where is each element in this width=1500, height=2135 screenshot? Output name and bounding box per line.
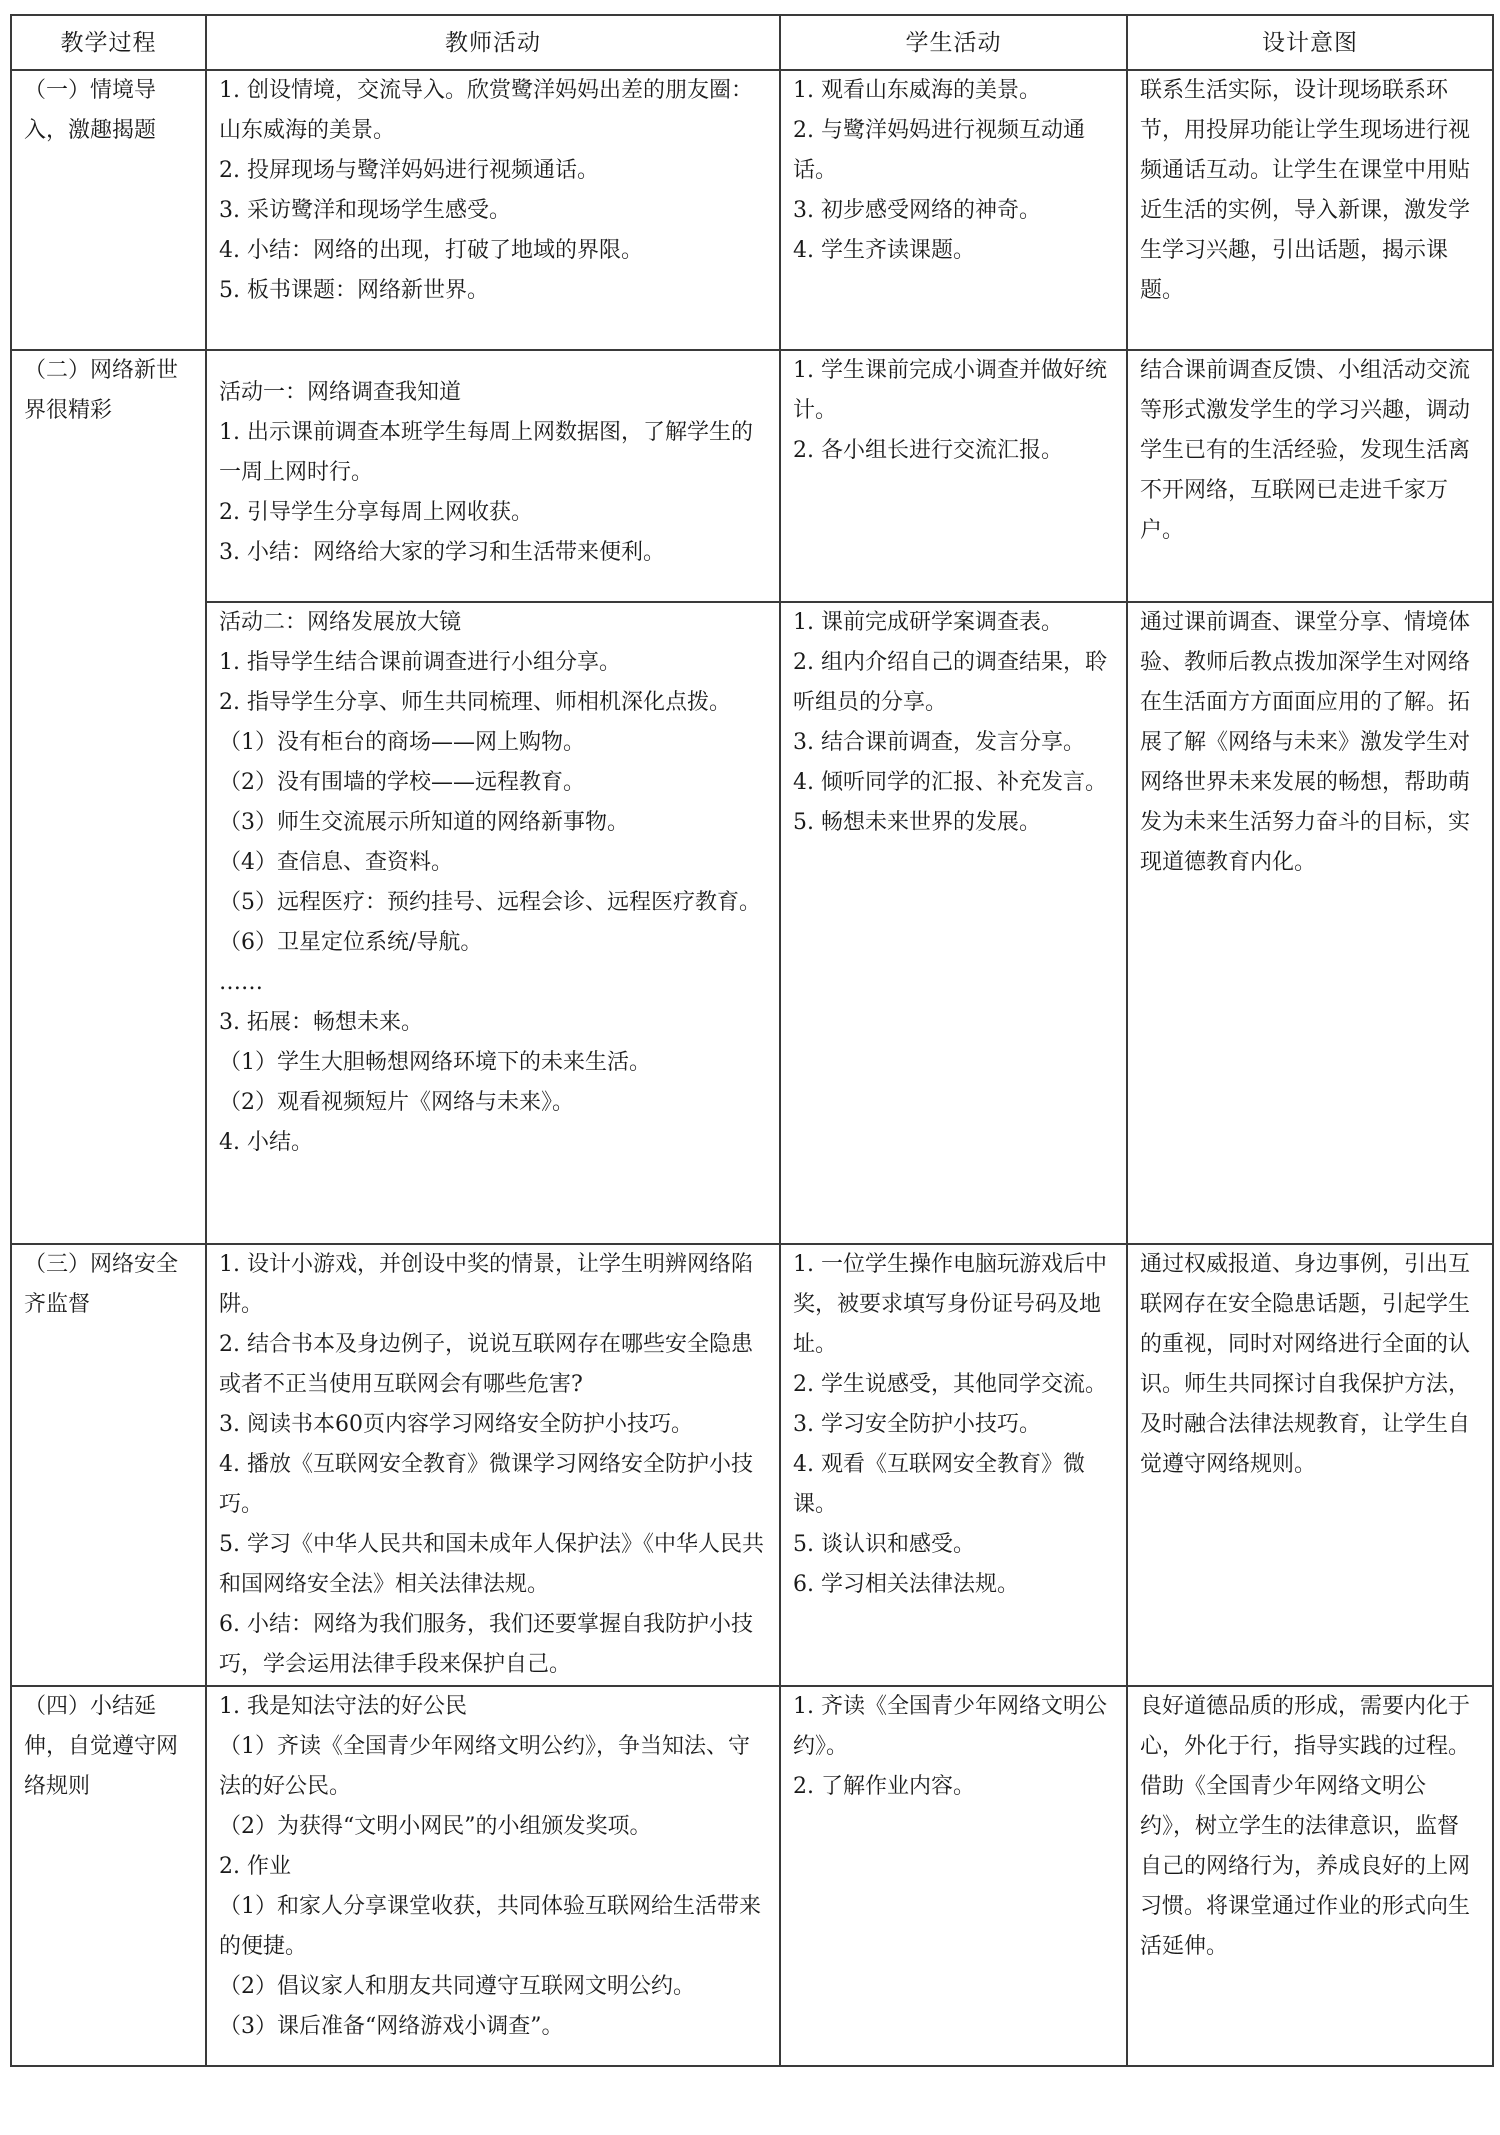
- list-item: （2）观看视频短片《网络与未来》。: [219, 1090, 574, 1115]
- list-item: 3. 学习安全防护小技巧。: [793, 1412, 1041, 1437]
- list-item: 活动二：网络发展放大镜: [219, 610, 462, 635]
- stage2b-design: 通过课前调查、课堂分享、情境体验、教师后教点拨加深学生对网络在生活面方方面面应用的了解。拓展了解《网络与未来》激发学生对网络世界未来发展的畅想，帮助萌发为未来生活努力奋斗的目标，实现道德教育内化。: [1127, 602, 1493, 1244]
- stage2a-row: [11, 350, 1493, 602]
- stage3-design: 通过权威报道、身边事例，引出互联网存在安全隐患话题，引起学生的重视，同时对网络进行全面的认识。师生共同探讨自我保护方法，及时融合法律法规教育，让学生自觉遵守网络规则。: [1127, 1244, 1493, 1686]
- list-item: 2. 学生说感受，其他同学交流。: [793, 1372, 1107, 1397]
- list-item: ……: [219, 970, 263, 995]
- list-item: 2. 了解作业内容。: [793, 1774, 975, 1799]
- list-item: 2. 各小组长进行交流汇报。: [793, 438, 1063, 463]
- stage1-label: （一）情境导入，激趣揭题: [11, 70, 206, 350]
- list-item: （1）学生大胆畅想网络环境下的未来生活。: [219, 1050, 651, 1075]
- stage2b-row: [11, 602, 1493, 1244]
- stage4-label: （四）小结延伸，自觉遵守网络规则: [11, 1686, 206, 2066]
- list-item: 4. 小结：网络的出现，打破了地域的界限。: [219, 238, 643, 263]
- list-item: 4. 学生齐读课题。: [793, 238, 975, 263]
- stage2b-teacher: [206, 602, 780, 1244]
- list-item: 2. 结合书本及身边例子，说说互联网存在哪些安全隐患或者不正当使用互联网会有哪些危害?: [219, 1332, 753, 1397]
- list-item: （6）卫星定位系统/导航。: [219, 930, 483, 955]
- list-item: 1. 设计小游戏，并创设中奖的情景，让学生明辨网络陷阱。: [219, 1252, 753, 1317]
- list-item: 4. 小结。: [219, 1130, 313, 1155]
- list-item: 2. 作业: [219, 1854, 291, 1879]
- list-item: 1. 一位学生操作电脑玩游戏后中奖，被要求填写身份证号码及地址。: [793, 1252, 1107, 1357]
- list-item: 3. 拓展：畅想未来。: [219, 1010, 423, 1035]
- list-item: 5. 谈认识和感受。: [793, 1532, 975, 1557]
- list-item: （1）没有柜台的商场——网上购物。: [219, 730, 585, 755]
- list-item: 5. 学习《中华人民共和国未成年人保护法》《中华人民共和国网络安全法》相关法律法规。: [219, 1532, 764, 1597]
- list-item: 3. 初步感受网络的神奇。: [793, 198, 1041, 223]
- stage1-row: [11, 70, 1493, 350]
- list-item: 1. 学生课前完成小调查并做好统计。: [793, 358, 1107, 423]
- list-item: 1. 出示课前调查本班学生每周上网数据图，了解学生的一周上网时行。: [219, 420, 753, 485]
- list-item: （1）齐读《全国青少年网络文明公约》，争当知法、守法的好公民。: [219, 1734, 750, 1799]
- header-design: 设计意图: [1127, 15, 1493, 70]
- list-item: 2. 指导学生分享、师生共同梳理、师相机深化点拨。: [219, 690, 731, 715]
- list-item: （3）师生交流展示所知道的网络新事物。: [219, 810, 629, 835]
- stage3-student: [780, 1244, 1127, 1686]
- stage2a-teacher: [206, 350, 780, 602]
- stage1-teacher: [206, 70, 780, 350]
- list-item: 1. 我是知法守法的好公民: [219, 1694, 467, 1719]
- list-item: 3. 阅读书本60页内容学习网络安全防护小技巧。: [219, 1412, 693, 1437]
- list-item: 3. 采访鹭洋和现场学生感受。: [219, 198, 511, 223]
- stage2a-student: [780, 350, 1127, 602]
- stage4-row: [11, 1686, 1493, 2066]
- list-item: 1. 观看山东威海的美景。: [793, 78, 1041, 103]
- list-item: 活动一：网络调查我知道: [219, 380, 462, 405]
- list-item: 3. 小结：网络给大家的学习和生活带来便利。: [219, 540, 665, 565]
- list-item: 6. 学习相关法律法规。: [793, 1572, 1019, 1597]
- list-item: 1. 齐读《全国青少年网络文明公约》。: [793, 1694, 1107, 1759]
- stage3-row: [11, 1244, 1493, 1686]
- list-item: （2）为获得“文明小网民”的小组颁发奖项。: [219, 1814, 652, 1839]
- header-teacher: 教师活动: [206, 15, 780, 70]
- stage2-label: （二）网络新世界很精彩: [11, 350, 206, 1244]
- list-item: 6. 小结：网络为我们服务，我们还要掌握自我防护小技巧，学会运用法律手段来保护自己。: [219, 1612, 753, 1677]
- header-stage: 教学过程: [11, 15, 206, 70]
- stage4-teacher: [206, 1686, 780, 2066]
- list-item: 4. 倾听同学的汇报、补充发言。: [793, 770, 1107, 795]
- list-item: 4. 播放《互联网安全教育》微课学习网络安全防护小技巧。: [219, 1452, 753, 1517]
- list-item: 1. 创设情境，交流导入。欣赏鹭洋妈妈出差的朋友圈：山东威海的美景。: [219, 78, 753, 143]
- list-item: 2. 投屏现场与鹭洋妈妈进行视频通话。: [219, 158, 599, 183]
- list-item: （4）查信息、查资料。: [219, 850, 453, 875]
- stage3-teacher: [206, 1244, 780, 1686]
- stage2b-student: [780, 602, 1127, 1244]
- list-item: 1. 课前完成研学案调查表。: [793, 610, 1063, 635]
- header-row: [11, 15, 1493, 70]
- list-item: 5. 畅想未来世界的发展。: [793, 810, 1041, 835]
- stage1-student: [780, 70, 1127, 350]
- list-item: 2. 引导学生分享每周上网收获。: [219, 500, 533, 525]
- list-item: （5）远程医疗：预约挂号、远程会诊、远程医疗教育。: [219, 890, 761, 915]
- lesson-plan-table: [10, 14, 1494, 2067]
- list-item: 3. 结合课前调查，发言分享。: [793, 730, 1085, 755]
- list-item: （1）和家人分享课堂收获，共同体验互联网给生活带来的便捷。: [219, 1894, 761, 1959]
- stage4-student: [780, 1686, 1127, 2066]
- list-item: 2. 与鹭洋妈妈进行视频互动通话。: [793, 118, 1085, 183]
- list-item: 1. 指导学生结合课前调查进行小组分享。: [219, 650, 621, 675]
- list-item: （2）没有围墙的学校——远程教育。: [219, 770, 585, 795]
- list-item: 5. 板书课题：网络新世界。: [219, 278, 489, 303]
- stage4-design: 良好道德品质的形成，需要内化于心，外化于行，指导实践的过程。借助《全国青少年网络文明公约》，树立学生的法律意识，监督自己的网络行为，养成良好的上网习惯。将课堂通过作业的形式向生活延伸。: [1127, 1686, 1493, 2066]
- list-item: 2. 组内介绍自己的调查结果，聆听组员的分享。: [793, 650, 1107, 715]
- list-item: （3）课后准备“网络游戏小调查”。: [219, 2014, 564, 2039]
- list-item: （2）倡议家人和朋友共同遵守互联网文明公约。: [219, 1974, 695, 1999]
- stage2a-design: 结合课前调查反馈、小组活动交流等形式激发学生的学习兴趣，调动学生已有的生活经验，发现生活离不开网络，互联网已走进千家万户。: [1127, 350, 1493, 602]
- stage1-design: 联系生活实际，设计现场联系环节，用投屏功能让学生现场进行视频通话互动。让学生在课堂中用贴近生活的实例，导入新课，激发学生学习兴趣，引出话题，揭示课题。: [1127, 70, 1493, 350]
- list-item: 4. 观看《互联网安全教育》微课。: [793, 1452, 1085, 1517]
- stage3-label: （三）网络安全齐监督: [11, 1244, 206, 1686]
- header-student: 学生活动: [780, 15, 1127, 70]
